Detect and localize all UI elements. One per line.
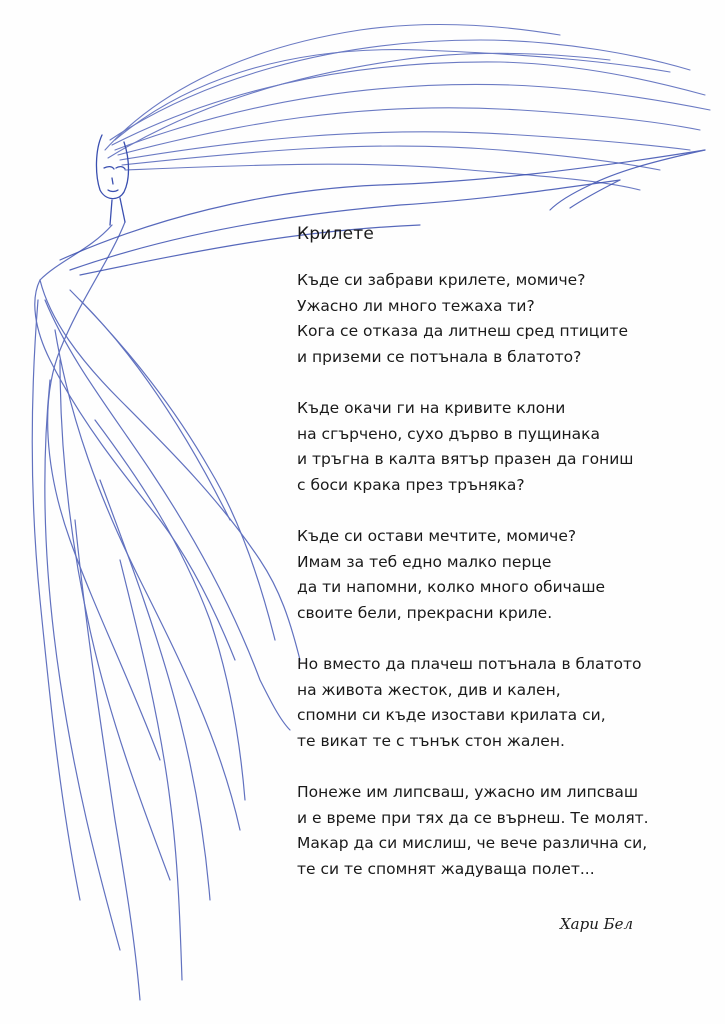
stanza-4 bbox=[297, 652, 697, 754]
poem-line: Макар да си мислиш, че вече различна си, bbox=[297, 834, 648, 852]
poem-line: Имам за теб едно малко перце bbox=[297, 552, 552, 571]
stanza-2 bbox=[297, 396, 697, 498]
poem-line: да ти напомни, колко много обичаше bbox=[297, 578, 606, 596]
poem-line: Къде си забрави крилете, момиче? bbox=[297, 271, 586, 289]
poem-line: те викат те с тънък стон жален. bbox=[297, 731, 565, 750]
dress-strands bbox=[32, 222, 300, 1000]
author-signature: Хари Бел bbox=[560, 915, 634, 933]
poem-title: Крилете bbox=[297, 224, 374, 244]
poem-line: с боси крака през тръняка? bbox=[297, 475, 525, 494]
poem-line: те си те спомнят жадуваща полет... bbox=[297, 859, 595, 878]
poem-line: Понеже им липсваш, ужасно им липсваш bbox=[297, 783, 639, 801]
poem-line: на живота жесток, див и кален, bbox=[297, 680, 561, 699]
stanza-5 bbox=[297, 780, 697, 882]
poem-line: на сгърчено, сухо дърво в пущинака bbox=[297, 424, 601, 443]
poem-line: и е време при тях да се върнеш. Те молят. bbox=[297, 808, 649, 827]
poem-line: Къде окачи ги на кривите клони bbox=[297, 399, 566, 417]
poem-line: спомни си къде изостави крилата си, bbox=[297, 706, 606, 724]
poem-body bbox=[297, 224, 697, 908]
poem-line: Но вместо да плачеш потънала в блатото bbox=[297, 655, 642, 673]
stanza-3 bbox=[297, 524, 697, 626]
poem-line: Къде си остави мечтите, момиче? bbox=[297, 527, 577, 545]
hair-strands bbox=[105, 25, 710, 190]
poem-line: своите бели, прекрасни криле. bbox=[297, 603, 553, 622]
stanza-1 bbox=[297, 268, 697, 370]
poem-line: Кога се отказа да литнеш сред птиците bbox=[297, 322, 628, 340]
poem-line: Ужасно ли много тежаха ти? bbox=[297, 296, 535, 315]
poem-line: и тръгна в калта вятър празен да гониш bbox=[297, 450, 634, 468]
poem-line: и приземи се потънала в блатото? bbox=[297, 347, 582, 366]
